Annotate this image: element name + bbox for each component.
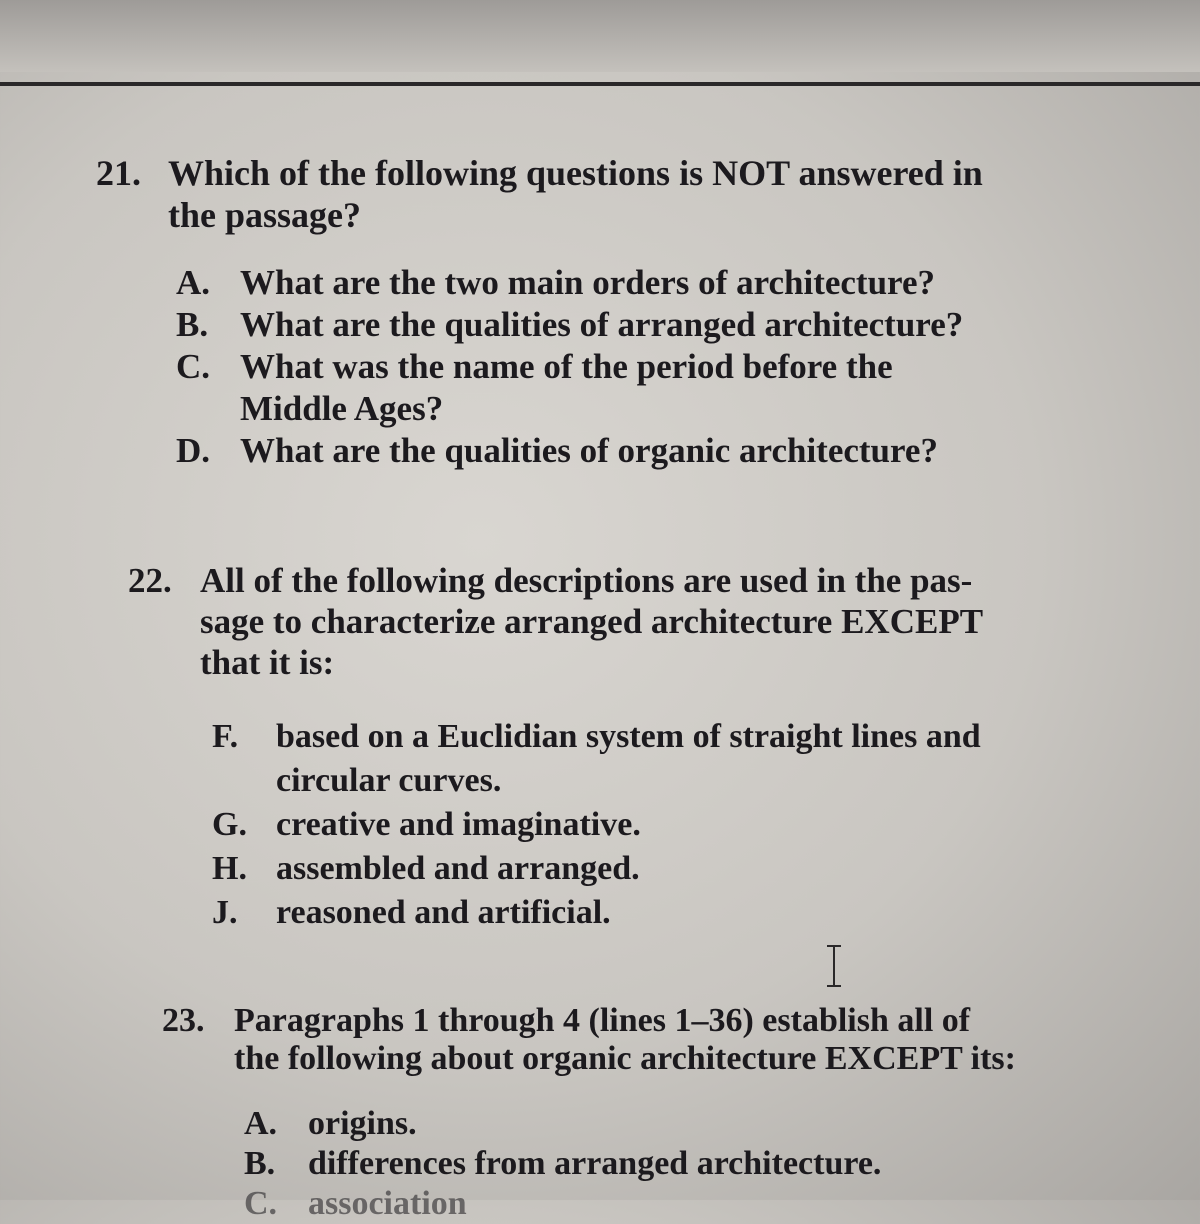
question-stem [128,560,983,601]
question-number: 21. [96,153,141,193]
answer-options [162,1104,1016,1224]
option-text: reasoned and artificial. [276,894,611,931]
option-letter: A. [244,1105,278,1142]
option-text: What are the qualities of arranged architecture? [240,305,964,344]
question-22 [128,560,983,935]
question-stem-line-1: Which of the following questions is NOT answered in [168,153,983,193]
option-text: based on a Euclidian system of straight lines and [276,718,981,755]
option-text: What was the name of the period before the [240,347,893,386]
option-text: association [308,1185,467,1222]
question-stem-line-3: that it is: [200,643,335,682]
option-text-continued: circular curves. [276,762,502,799]
answer-option-b[interactable] [176,304,983,346]
answer-option-a[interactable] [176,262,983,304]
option-letter: G. [212,806,247,843]
option-letter: D. [176,431,211,470]
answer-option-f[interactable] [212,715,983,759]
option-letter: B. [176,305,209,344]
option-letter: A. [176,263,211,302]
option-text: What are the qualities of organic architecture? [240,431,938,470]
question-stem-line-1: All of the following descriptions are used in the pas- [200,561,973,600]
answer-option-b[interactable] [244,1144,1016,1184]
answer-option-a[interactable] [244,1104,1016,1144]
option-text: differences from arranged architecture. [308,1145,882,1182]
option-letter: F. [212,718,239,755]
option-letter: C. [176,347,211,386]
question-stem-line-1: Paragraphs 1 through 4 (lines 1–36) establish all of [234,1002,971,1039]
option-text: What are the two main orders of architecture? [240,263,935,302]
monitor-bezel [0,0,1200,72]
option-text: assembled and arranged. [276,850,640,887]
text-cursor-icon [824,944,844,988]
page-divider [0,82,1200,86]
question-number: 22. [128,561,172,600]
question-number: 23. [162,1002,205,1039]
question-stem-line-2: the following about organic architecture EXCEPT its: [234,1040,1016,1077]
question-stem [162,1002,1016,1040]
answer-option-g[interactable] [212,803,983,847]
answer-option-c[interactable] [244,1184,1016,1224]
option-letter: H. [212,850,247,887]
answer-options [96,262,983,472]
option-text-continued: Middle Ages? [240,389,444,428]
answer-option-d[interactable] [176,430,983,472]
option-letter: B. [244,1145,276,1182]
answer-option-j[interactable] [212,891,983,935]
option-letter: C. [244,1185,278,1222]
answer-option-c[interactable] [176,346,983,388]
answer-option-h[interactable] [212,847,983,891]
question-stem-line-2: sage to characterize arranged architecture EXCEPT [200,602,984,641]
answer-options [128,715,983,935]
question-23 [162,1002,1016,1224]
question-21 [96,152,983,472]
option-text: creative and imaginative. [276,806,641,843]
option-letter: J. [212,894,238,931]
option-text: origins. [308,1105,417,1142]
question-stem [96,152,983,194]
question-stem-line-2: the passage? [168,195,362,235]
